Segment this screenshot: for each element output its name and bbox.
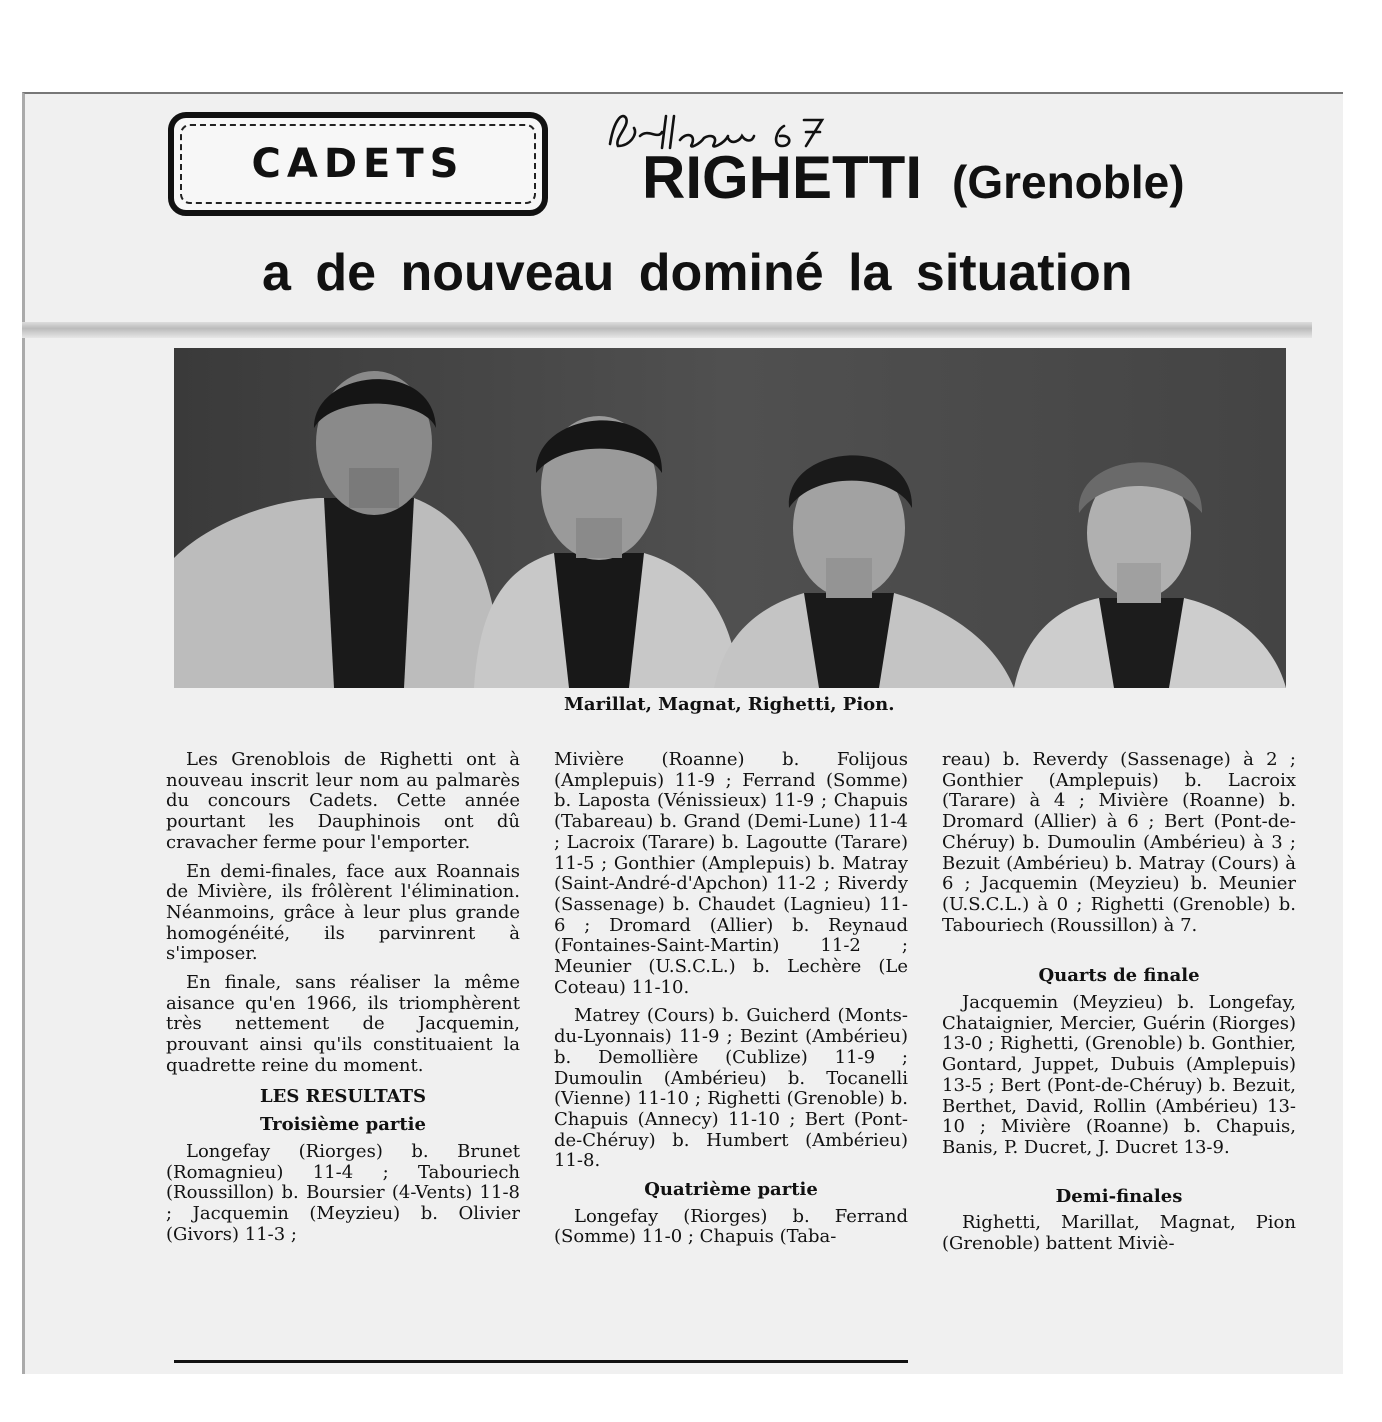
semifinals-results: Righetti, Marillat, Magnat, Pion (Grenoble) battent Miviè- [942,1212,1296,1255]
quarterfinals-results: Jacquemin (Meyzieu) b. Longefay, Chataignier, Mercier, Guérin (Riorges) 13-0 ; Righetti, (Grenoble) b. Gonthier, Gontard, Juppet, Dubuis (Amplepuis) 13-5 ; Bert (Pont-de-Chéruy) b. Bezuit, Berthet, David, Rollin (Ambérieu) 13-10 ; Mivière (Roanne) b. Chapuis, Banis, P. Ducret, J. Ducret 13-9. [942,992,1296,1158]
headline-name: RIGHETTI [642,144,922,211]
semifinals-heading: Demi-finales [1055,1185,1183,1207]
semifinal-paragraph: En demi-finales, face aux Roannais de Mivière, ils frôlèrent l'élimination. Néanmoins, grâce à leur plus grande homogénéité, ils parvinrent à s'imposer. [166,860,520,965]
third-round-heading: Troisième partie [260,1114,426,1136]
category-badge [168,112,548,216]
third-round-results-cont: Mivière (Roanne) b. Folijous (Amplepuis) 11-9 ; Ferrand (Somme) b. Laposta (Vénissieux) 11-9 ; Chapuis (Tabareau) b. Grand (Demi-Lune) 11-4 ; Lacroix (Tarare) b. Lagoutte (Tarare) 11-5 ; Gonthier (Amplepuis) b. Matray (Saint-André-d'Apchon) 11-2 ; Riverdy (Sassenage) b. Chaudet (Lagnieu) 11-6 ; Dromard (Allier) b. Reynaud (Fontaines-Saint-Martin) 11-2 ; Meunier (U.S.C.L.) b. Lechère (Le Coteau) 11-10. [554,749,908,998]
quarterfinals-heading: Quarts de finale [1038,965,1200,987]
intro-paragraph: Les Grenoblois de Righetti ont à nouveau inscrit leur nom au palmarès du concours Cadets. Cette année pourtant les Dauphinois ont dû cravacher ferme pour l'emporter. [166,749,520,853]
team-photo [174,348,1286,688]
fourth-round-results: Longefay (Riorges) b. Ferrand (Somme) 11-0 ; Chapuis (Taba- [554,1205,908,1248]
headline [642,138,1302,218]
article-column-1 [166,750,520,1245]
third-round-results-cont-2: Matrey (Cours) b. Guicherd (Monts-du-Lyonnais) 11-9 ; Bezint (Ambérieu) b. Demollière (Cublize) 11-9 ; Dumoulin (Ambérieu) b. Tocanelli (Vienne) 11-10 ; Righetti (Grenoble) b. Chapuis (Annecy) 11-10 ; Bert (Pont-de-Chéruy) b. Humbert (Ambérieu) 11-8. [554,1005,908,1172]
subheadline: a de nouveau dominé la situation [262,244,1133,302]
fourth-round-results-cont: reau) b. Reverdy (Sassenage) à 2 ; Gonthier (Amplepuis) b. Lacroix (Tarare) à 4 ; Mivière (Roanne) b. Dromard (Allier) à 6 ; Bert (Pont-de-Chéruy) b. Dumoulin (Ambérieu) à 3 ; Bezuit (Ambérieu) b. Matray (Cours) à 6 ; Jacquemin (Meyzieu) b. Meunier (U.S.C.L.) à 0 ; Righetti (Grenoble) b. Tabouriech (Roussillon) à 7. [942,749,1296,936]
headline-city: (Grenoble) [952,156,1185,208]
photo-caption: Marillat, Magnat, Righetti, Pion. [564,694,895,715]
third-round-results: Longefay (Riorges) b. Brunet (Romagnieu) 11-4 ; Tabouriech (Roussillon) b. Boursier (4-Vents) 11-8 ; Jacquemin (Meyzieu) b. Olivier (Givors) 11-3 ; [166,1140,520,1245]
fourth-round-heading: Quatrième partie [644,1179,818,1201]
article-column-3 [942,750,1296,1255]
badge-label: CADETS [251,141,465,187]
final-paragraph: En finale, sans réaliser la même aisance qu'en 1966, ils triomphèrent très nettement de Jacquemin, prouvant ainsi qu'ils constituaient la quadrette reine du moment. [166,972,520,1076]
bottom-rule [174,1360,908,1363]
article-column-2 [554,750,908,1248]
results-heading: LES RESULTATS [260,1085,426,1107]
paper-fold-crease [22,322,1312,338]
team-photo-illustration [174,348,1286,688]
